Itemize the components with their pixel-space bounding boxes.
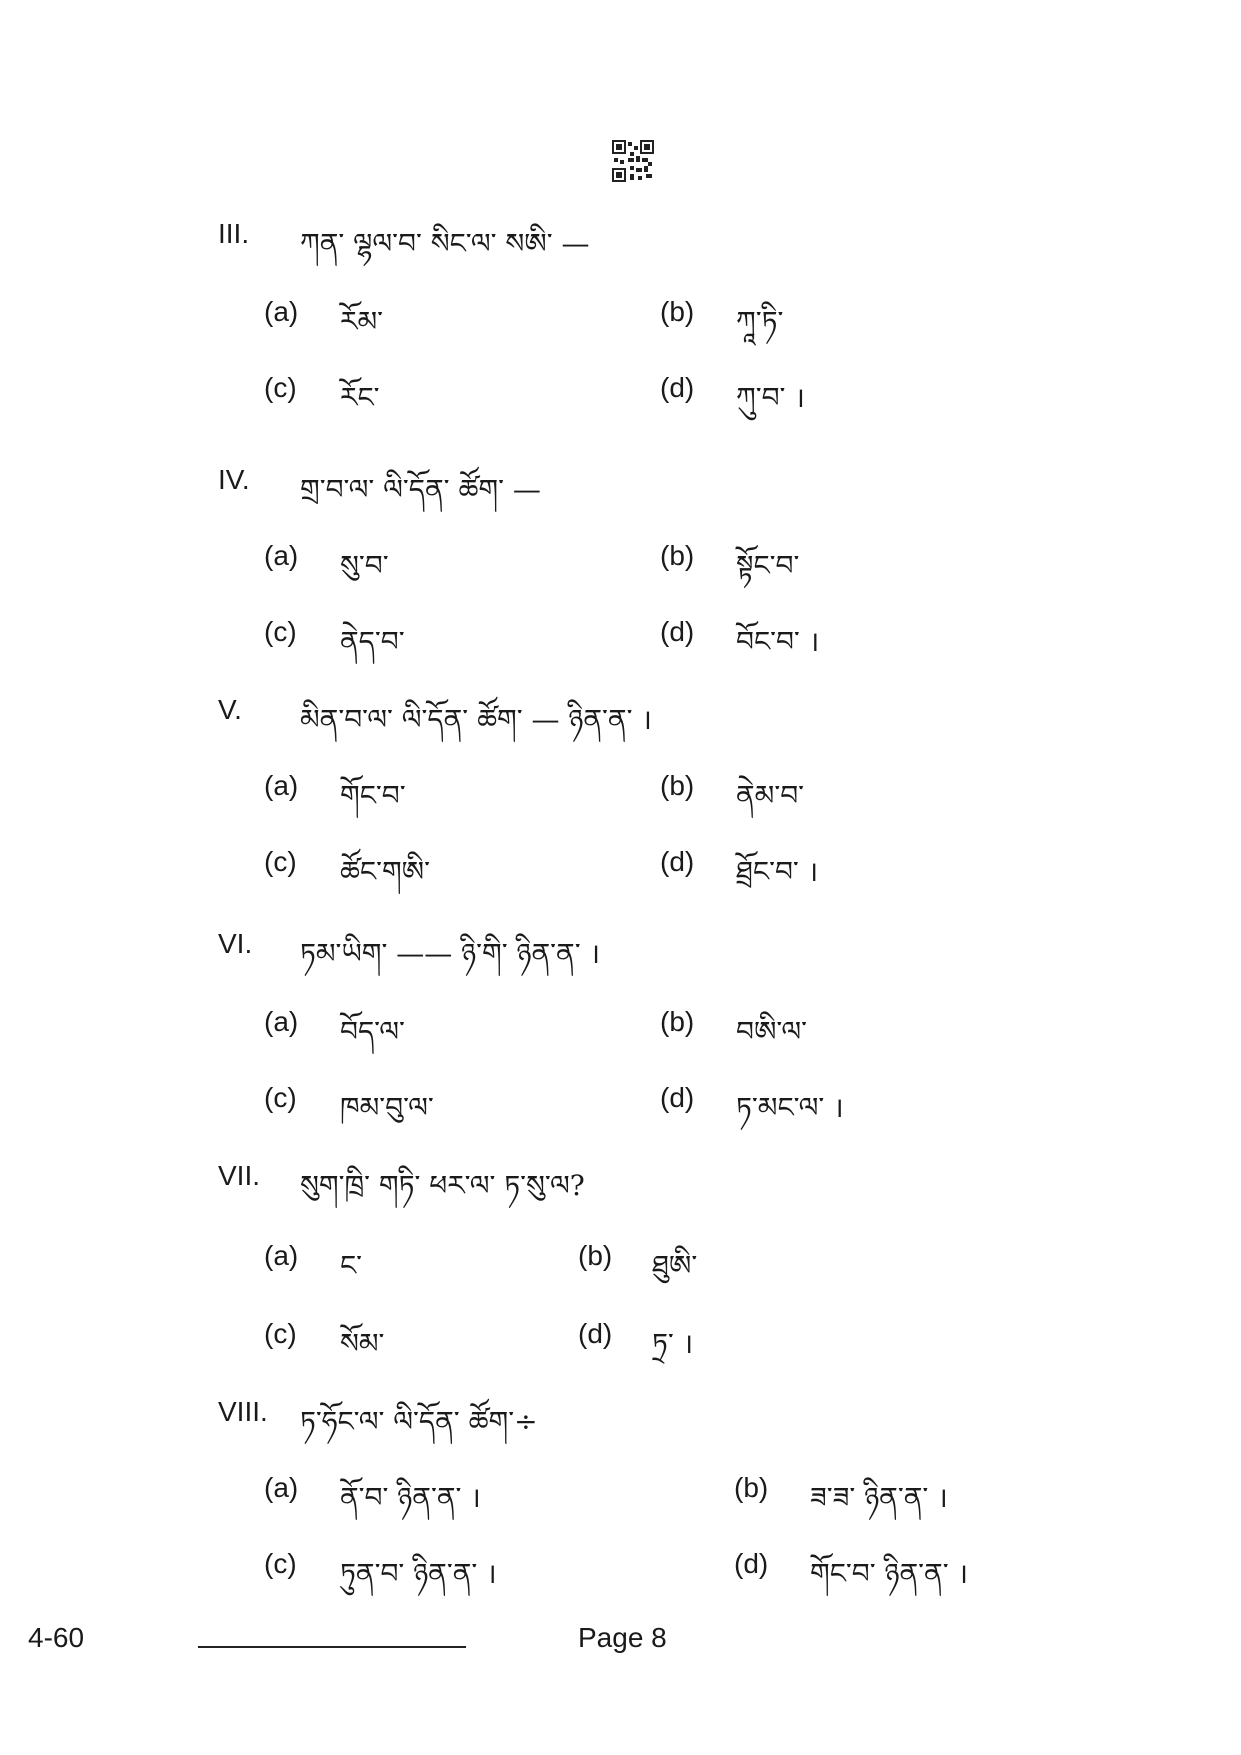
option-label: (a): [264, 540, 299, 571]
option-label: (a): [264, 1472, 299, 1503]
option-text: ཁམ་བུ་ལ་: [340, 1091, 434, 1124]
option-text: ཐུཨི་: [652, 1249, 698, 1282]
question-number: VIII.: [218, 1396, 268, 1427]
option-text: རོམ་: [340, 305, 383, 338]
option-label: (a): [264, 1006, 299, 1037]
option-label: (c): [264, 1318, 297, 1349]
footer-code: 4-60: [28, 1622, 85, 1653]
question-text: སུག་ཁྲི་ གཏི་ ཕར་ལ་ ཏ་སུ་ལ?: [300, 1169, 585, 1202]
page-number: Page 8: [578, 1622, 667, 1653]
option-text: བོང་བ་ ।: [736, 625, 820, 658]
option-label: (c): [264, 616, 297, 647]
option-label: (d): [660, 846, 695, 877]
option-label: (b): [660, 296, 695, 327]
question-number: IV.: [218, 464, 250, 495]
option-text: ཀུ་བ་ ।: [736, 381, 805, 414]
option-text: སུ་བ་: [340, 549, 389, 582]
option-label: (c): [264, 1082, 297, 1113]
option-text: ཏུན་བ་ ཉིན་ན་ ।: [340, 1557, 497, 1590]
option-text: ཐྲོང་བ་ ।: [736, 855, 819, 888]
qr-code-icon: [612, 140, 654, 182]
question-number: III.: [218, 218, 250, 249]
option-label: (b): [660, 1006, 695, 1037]
option-text: གོང་བ་ ཉིན་ན་ ।: [810, 1557, 969, 1590]
option-label: (a): [264, 770, 299, 801]
option-text: ནེམ་བ་: [736, 779, 805, 812]
option-text: རོང་: [340, 381, 380, 414]
option-text: གོང་བ་: [340, 779, 406, 812]
question-text: ཏམ་ཡིག་ —— ཉི་གི་ ཉིན་ན་ ।: [300, 937, 601, 970]
option-label: (b): [660, 540, 695, 571]
question-text: ཏ་ཧོང་ལ་ ལི་དོན་ ཚོག་÷: [300, 1405, 538, 1438]
option-label: (d): [660, 1082, 695, 1113]
question-text: མིན་བ་ལ་ ལི་དོན་ ཚོག་ — ཉིན་ན་ ।: [300, 703, 652, 736]
question-text: ཀན་ ལྷལ་བ་ སིང་ལ་ སཨི་ —: [300, 227, 590, 260]
option-label: (b): [734, 1472, 769, 1503]
option-label: (b): [660, 770, 695, 801]
option-text: ཏྲ་ ।: [652, 1327, 694, 1360]
option-label: (a): [264, 296, 299, 327]
option-label: (c): [264, 846, 297, 877]
option-label: (d): [734, 1548, 769, 1579]
option-text: སྟོང་བ་: [736, 549, 800, 582]
option-text: ཟ་ཟ་ ཉིན་ན་ ।: [810, 1481, 948, 1514]
question-number: VI.: [218, 928, 253, 959]
option-label: (c): [264, 1548, 297, 1579]
option-text: བོད་ལ་: [340, 1015, 405, 1048]
footer-divider: [198, 1646, 466, 1648]
option-label: (d): [578, 1318, 613, 1349]
option-label: (a): [264, 1240, 299, 1271]
option-text: བཨི་ལ་: [736, 1015, 808, 1048]
option-text: ནེད་བ་: [340, 625, 405, 658]
option-text: ཀཱ་ཏི་: [736, 305, 784, 338]
question-number: VII.: [218, 1160, 261, 1191]
option-text: སོམ་: [340, 1327, 385, 1360]
question-number: V.: [218, 694, 242, 725]
option-text: ཚོང་གཨི་: [340, 855, 430, 888]
option-label: (c): [264, 372, 297, 403]
question-text: གྲ་བ་ལ་ ལི་དོན་ ཚོག་ —: [300, 473, 541, 506]
option-text: ཏ་མང་ལ་ ।: [736, 1091, 844, 1124]
option-label: (b): [578, 1240, 613, 1271]
option-text: ནོ་བ་ ཉིན་ན་ ।: [340, 1481, 481, 1514]
option-label: (d): [660, 372, 695, 403]
option-text: ང་: [340, 1249, 363, 1282]
option-label: (d): [660, 616, 695, 647]
